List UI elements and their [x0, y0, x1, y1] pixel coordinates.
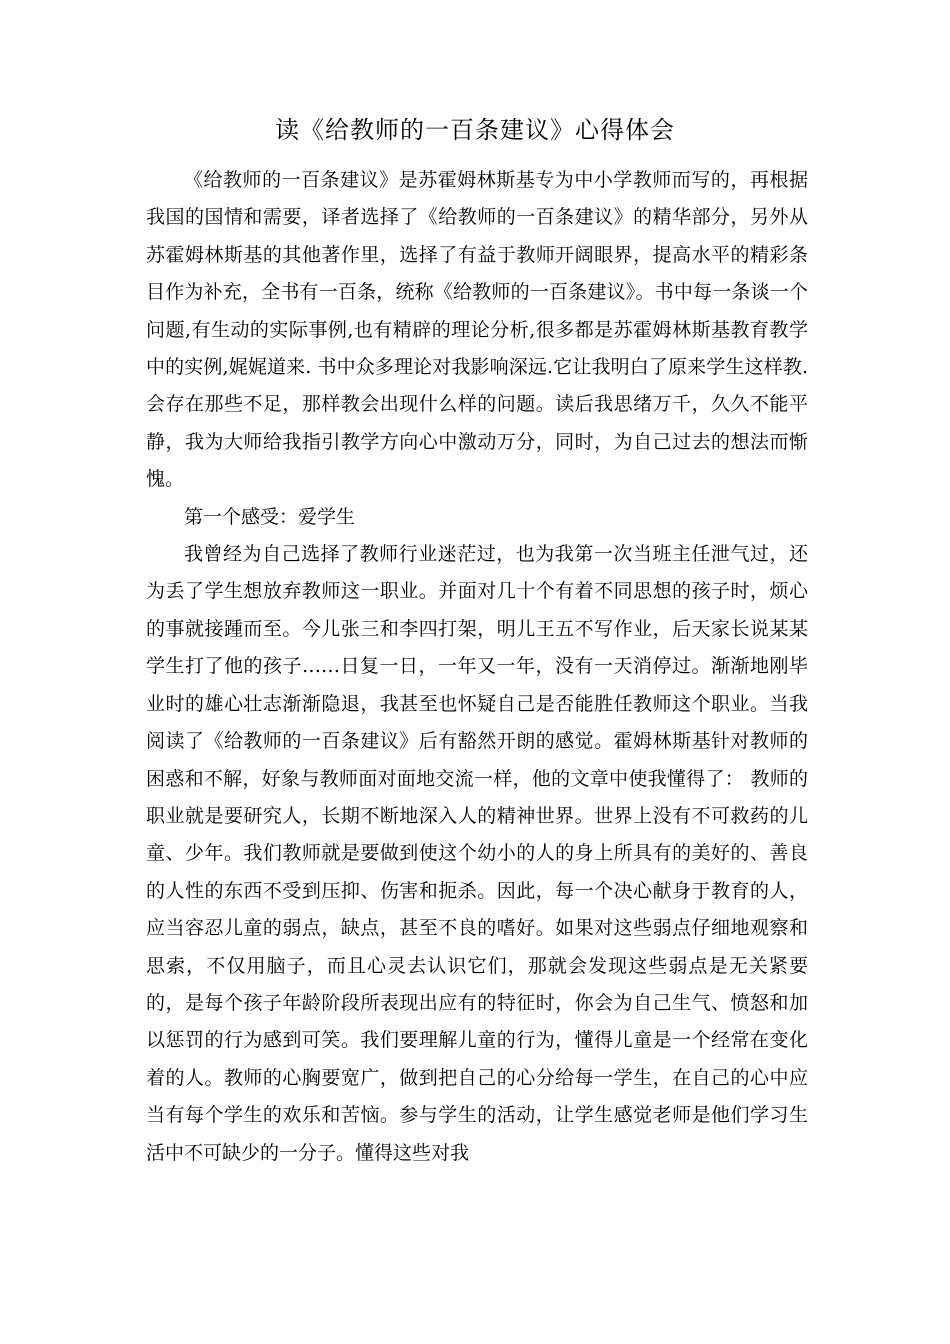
body-paragraph: 我曾经为自己选择了教师行业迷茫过，也为我第一次当班主任泄气过，还为丢了学生想放弃教师这一职业。并面对几十个有着不同思想的孩子时，烦心的事就接踵而至。今儿张三和李四打架，明儿王五不写作业，后天家长说某某学生打了他的孩子……日复一日，一年又一年，没有一天消停过。渐渐地刚毕业时的雄心壮志渐渐隐退，我甚至也怀疑自己是否能胜任教师这个职业。当我阅读了《给教师的一百条建议》后有豁然开朗的感觉。霍姆林斯基针对教师的困惑和不解，好象与教师面对面地交流一样，他的文章中使我懂得了： 教师的职业就是要研究人，长期不断地深入人的精神世界。世界上没有不可救药的儿童、少年。我们教师就是要做到使这个幼小的人的身上所具有的美好的、善良的人性的东西不受到压抑、伤害和扼杀。因此，每一个决心献身于教育的人，应当容忍儿童的弱点，缺点，甚至不良的嗜好。如果对这些弱点仔细地观察和思索，不仅用脑子，而且心灵去认识它们，那就会发现这些弱点是无关紧要的，是每个孩子年龄阶段所表现出应有的特征时，你会为自己生气、愤怒和加以惩罚的行为感到可笑。我们要理解儿童的行为，懂得儿童是一个经常在变化着的人。教师的心胸要宽广，做到把自己的心分给每一学生，在自己的心中应当有每个学生的欢乐和苦恼。参与学生的活动，让学生感觉老师是他们学习生活中不可缺少的一分子。懂得这些对我	[146, 543, 808, 1164]
section-heading-first-feeling: 第一个感受：爱学生	[184, 505, 356, 528]
intro-paragraph: 《给教师的一百条建议》是苏霍姆林斯基专为中小学教师而写的，再根据我国的国情和需要，译者选择了《给教师的一百条建议》的精华部分，另外从苏霍姆林斯基的其他著作里，选择了有益于教师开阔眼界，提高水平的精彩条目作为补充，全书有一百条，统称《给教师的一百条建议》。书中每一条谈一个问题,有生动的实际事例,也有精辟的理论分析,很多都是苏霍姆林斯基教育教学中的实例,娓娓道来. 书中众多理论对我影响深远.它让我明白了原来学生这样教.会存在那些不足，那样教会出现什么样的问题。读后我思绪万千，久久不能平静，我为大师给我指引教学方向心中激动万分，同时，为自己过去的想法而惭愧。	[146, 169, 808, 491]
document-body	[146, 162, 808, 1172]
document-title: 读《给教师的一百条建议》心得体会	[275, 116, 675, 144]
